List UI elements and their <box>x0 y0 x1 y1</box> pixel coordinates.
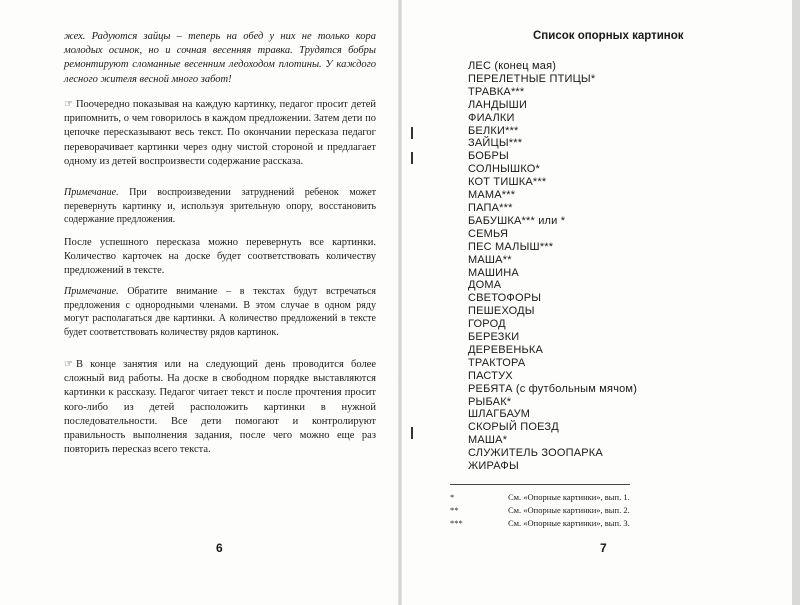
list-item: БОБРЫ <box>468 150 509 163</box>
list-item: ШЛАГБАУМ <box>468 408 531 421</box>
list-item: ЖИРАФЫ <box>468 460 519 473</box>
list-item: БЕЛКИ*** <box>468 124 519 137</box>
list-item: РЫБАК* <box>468 395 512 408</box>
footnote-text: См. «Опорные картинки», вып. 3. <box>508 518 630 529</box>
margin-mark <box>411 127 413 139</box>
footnote-mark: *** <box>450 518 463 529</box>
list-item: БЕРЕЗКИ <box>468 331 520 344</box>
list-item: МАША* <box>468 434 508 447</box>
footnote <box>450 517 640 530</box>
footnote-mark: * <box>450 492 455 502</box>
list-item: ГОРОД <box>468 318 506 331</box>
list-item: БАБУШКА*** или * <box>468 214 566 227</box>
list-item: ПЕС МАЛЫШ*** <box>468 240 554 253</box>
note-2-label: Примечание. <box>64 286 119 297</box>
paragraph-harder-task <box>64 358 376 457</box>
list-item: ПЕШЕХОДЫ <box>468 305 535 318</box>
list-item: ПАПА*** <box>468 201 513 214</box>
footnote <box>450 491 640 504</box>
list-item: СЛУЖИТЕЛЬ ЗООПАРКА <box>468 447 603 460</box>
note-1-label: Примечание. <box>64 187 119 198</box>
picture-list <box>468 60 637 473</box>
list-item: ТРАКТОРА <box>468 356 526 369</box>
margin-mark <box>411 152 413 164</box>
note-2-text: Обратите внимание – в текстах будут встречаться предложения с однородными членами. В этом случае в одном ряду могут располагаться две картинки. А количество предложений в тексте будет соответствовать количеству рядов картинок. <box>64 286 376 338</box>
list-item: ЛЕС (конец мая) <box>468 60 557 72</box>
list-header: Список опорных картинок <box>533 30 684 42</box>
note-1 <box>64 186 376 227</box>
note-2 <box>64 285 376 339</box>
list-item: ЛАНДЫШИ <box>468 98 528 111</box>
footnotes <box>450 491 640 531</box>
paragraph-turn-cards: После успешного пересказа можно перевернуть все картинки. Количество карточек на доске будет соответствовать количеству предложений в тексте. <box>64 237 376 277</box>
footnote-text: См. «Опорные картинки», вып. 2. <box>508 505 630 516</box>
book-gutter <box>398 0 402 605</box>
list-item: СЕМЬЯ <box>468 227 509 240</box>
page-number-right: 7 <box>600 541 607 555</box>
top-italic-paragraph: жех. Радуются зайцы – теперь на обед у них не только кора молодых осинок, но и сочная весенняя травка. Трудятся бобры ремонтируют сломанные весенним ледоходом плотины. У каждого лесного жителя весной много забот! <box>64 31 376 85</box>
list-item: ТРАВКА*** <box>468 85 525 98</box>
list-item: ПЕРЕЛЕТНЫЕ ПТИЦЫ* <box>468 72 596 85</box>
list-item: ДОМА <box>468 279 502 292</box>
note-1-text: При воспроизведении затруднений ребенок может перевернуть картинку и, используя зрительную опору, восстановить содержание предложения. <box>64 187 377 226</box>
footnote-text: См. «Опорные картинки», вып. 1. <box>508 492 630 502</box>
scan-edge <box>792 0 800 605</box>
margin-mark <box>411 427 413 439</box>
paragraph-retelling-text: Поочередно показывая на каждую картинку, педагог просит детей припомнить, о чем говорилось в каждом предложении. Затем дети по цепочке пересказывают весь текст. По окончании пересказа педагог переворачивает картинки через одну чистой стороной и предлагает одному из детей воспроизвести содержание рассказа. <box>64 99 376 167</box>
pointing-hand-icon: ☞ <box>64 359 73 370</box>
list-item: ФИАЛКИ <box>468 111 515 124</box>
paragraph-harder-task-text: В конце занятия или на следующий день проводится более сложный вид работы. На доске в свободном порядке выставляются картинки к рассказу. Педагог читает текст и после прочтения просит кого-либо из детей расположить картинки в нужной последовательности. Все дети помогают и контролируют правильность выполнения задания, после чего можно еще раз повторить пересказ всего текста. <box>64 359 376 456</box>
list-item: ПАСТУХ <box>468 369 513 382</box>
pointing-hand-icon: ☞ <box>64 99 73 110</box>
list-item: СОЛНЫШКО* <box>468 163 541 176</box>
list-item: ДЕРЕВЕНЬКА <box>468 343 544 356</box>
list-item: РЕБЯТА (с футбольным мячом) <box>468 382 638 395</box>
list-item: ЗАЙЦЫ*** <box>468 137 523 150</box>
list-item: КОТ ТИШКА*** <box>468 176 547 189</box>
page-number-left: 6 <box>216 541 223 555</box>
list-item: СВЕТОФОРЫ <box>468 292 542 305</box>
footnote-divider <box>450 484 630 485</box>
paragraph-retelling <box>64 98 376 169</box>
list-item: МАШИНА <box>468 266 519 279</box>
footnote <box>450 504 640 517</box>
list-item: МАМА*** <box>468 189 516 202</box>
footnote-mark: ** <box>450 505 459 516</box>
list-item: СКОРЫЙ ПОЕЗД <box>468 421 559 434</box>
list-item: МАША** <box>468 253 512 266</box>
